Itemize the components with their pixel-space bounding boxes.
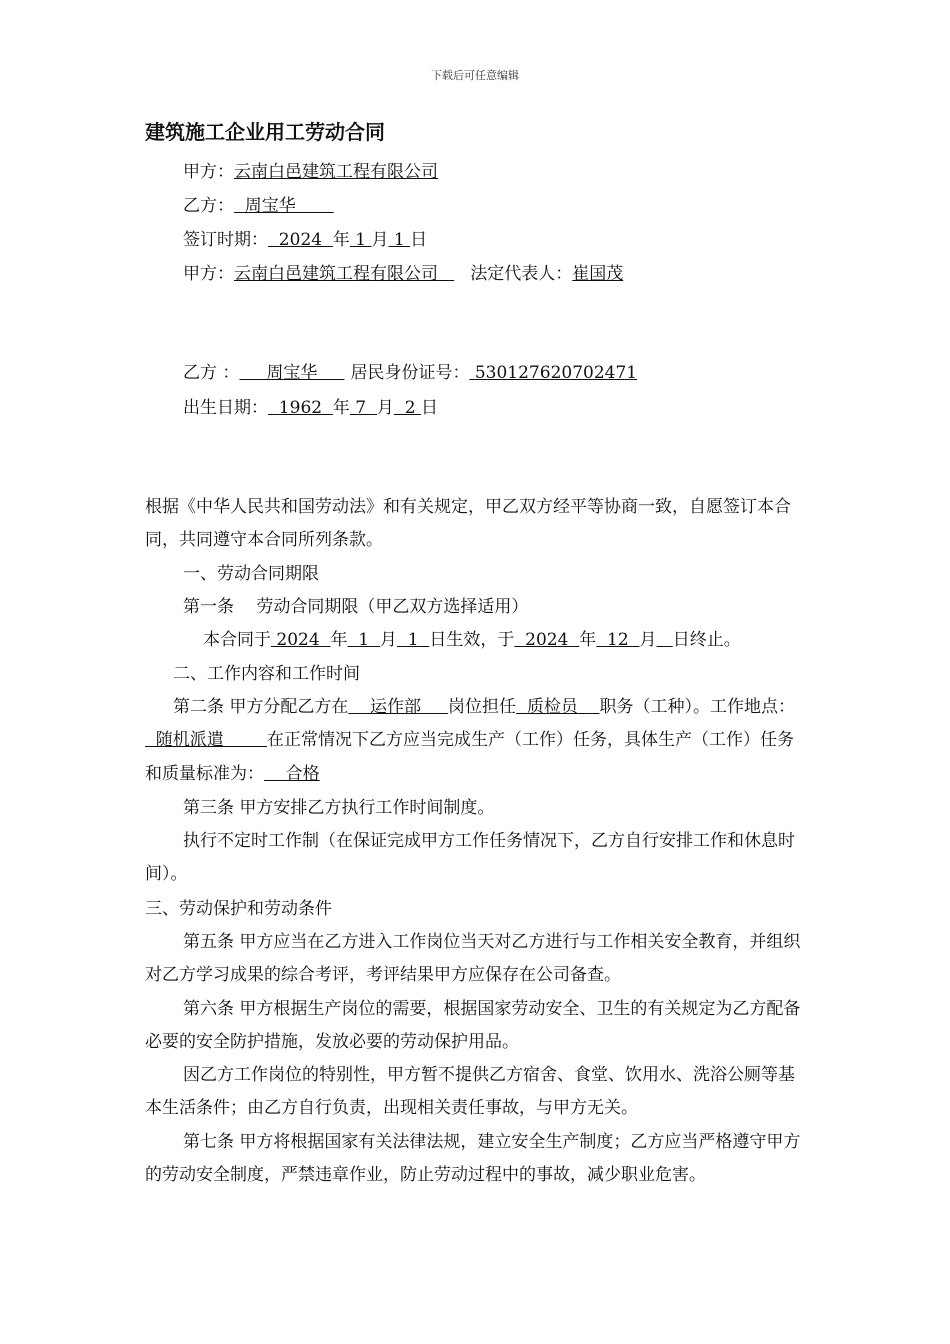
article-2 xyxy=(145,691,807,791)
art2-quality-standard: 合格 xyxy=(264,763,320,784)
sign-date-month: 1 xyxy=(349,230,372,250)
sign-date-label: 签订时期： xyxy=(183,230,268,250)
birth-year: 1962 xyxy=(268,398,333,418)
birth-day-char: 日 xyxy=(420,398,438,418)
art2-location-label: 工作地点： xyxy=(709,697,795,717)
term-end-month: 12 xyxy=(596,630,640,650)
article-6: 第六条 甲方根据生产岗位的需要，根据国家劳动安全、卫生的有关规定为乙方配备必要的安全防护措施，发放必要的劳动保护用品。 xyxy=(145,999,801,1053)
art2-location: 随机派遣 xyxy=(145,730,268,751)
legal-rep-value: 崔国茂 xyxy=(572,264,624,284)
article-6-supplement: 因乙方工作岗位的特别性，甲方暂不提供乙方宿舍、食堂、饮用水、洗浴公厕等基本生活条件；由乙方自行负责，出现相关责任事故，与甲方无关。 xyxy=(145,1065,795,1119)
article-5: 第五条 甲方应当在乙方进入工作岗位当天对乙方进行与工作相关安全教育，并组织对乙方学习成果的综合考评，考评结果甲方应保存在公司备查。 xyxy=(145,932,801,986)
party-b-id-line xyxy=(183,361,637,385)
party-b-label: 乙方： xyxy=(183,196,234,216)
term-start-year: 2024 xyxy=(271,630,331,650)
year-char: 年 xyxy=(332,230,350,250)
section-2-heading: 二、工作内容和工作时间 xyxy=(173,664,360,684)
document-title: 建筑施工企业用工劳动合同 xyxy=(145,120,385,144)
party-b-value: 周宝华 xyxy=(234,196,334,216)
sign-date-year: 2024 xyxy=(268,230,333,250)
term-start-day: 1 xyxy=(396,630,430,650)
party-b2-name: 周宝华 xyxy=(239,363,345,383)
art2-text-c: 职务（工种）。 xyxy=(599,697,710,717)
term-text-e: 年 xyxy=(579,630,597,650)
party-b-line xyxy=(183,194,334,218)
art2-text-d: 在正常情况下乙方应当完成生产（工作）任务，具体生产（工作）任务和质量标准为： xyxy=(145,730,795,784)
birth-label: 出生日期： xyxy=(183,398,268,418)
term-text-a: 本合同于 xyxy=(203,630,271,650)
party-a2-label: 甲方： xyxy=(183,264,234,284)
day-char: 日 xyxy=(410,230,428,250)
article-3-text: 执行不定时工作制（在保证完成甲方工作任务情况下，乙方自行安排工作和休息时间）。 xyxy=(145,831,795,885)
intro-paragraph: 根据《中华人民共和国劳动法》和有关规定，甲乙双方经平等协商一致，自愿签订本合同，共同遵守本合同所列条款。 xyxy=(145,497,791,551)
party-a-line xyxy=(183,160,438,184)
id-value: 530127620702471 xyxy=(469,363,638,383)
birth-month: 7 xyxy=(349,398,377,418)
party-a-rep-line xyxy=(183,262,623,286)
term-text-f: 月 xyxy=(639,630,657,650)
section-1-heading: 一、劳动合同期限 xyxy=(183,564,319,584)
birth-month-char: 月 xyxy=(376,398,394,418)
party-a2-value: 云南白邑建筑工程有限公司 xyxy=(234,264,455,284)
art2-department: 运作部 xyxy=(348,697,449,717)
page-header-note: 下载后可任意编辑 xyxy=(431,69,519,82)
sign-date-day: 1 xyxy=(388,230,411,250)
term-text-d: 日生效，于 xyxy=(429,630,515,650)
birth-date-line xyxy=(183,396,438,420)
term-end-year: 2024 xyxy=(514,630,580,650)
art2-text-a: 第二条 甲方分配乙方在 xyxy=(173,697,349,717)
art2-text-b: 岗位担任 xyxy=(448,697,517,717)
birth-day: 2 xyxy=(393,398,421,418)
article-1: 第一条 劳动合同期限（甲乙双方选择适用） xyxy=(183,597,529,617)
article-3: 第三条 甲方安排乙方执行工作时间制度。 xyxy=(183,798,495,818)
legal-rep-label: 法定代表人： xyxy=(470,264,573,284)
birth-year-char: 年 xyxy=(332,398,350,418)
party-a-value: 云南白邑建筑工程有限公司 xyxy=(234,162,438,182)
term-text-c: 月 xyxy=(379,630,397,650)
section-3-heading: 三、劳动保护和劳动条件 xyxy=(145,899,332,919)
month-char: 月 xyxy=(371,230,389,250)
term-end-day xyxy=(657,630,673,650)
art2-position: 质检员 xyxy=(516,697,600,717)
contract-term-line xyxy=(145,624,807,657)
article-7: 第七条 甲方将根据国家有关法律法规，建立安全生产制度；乙方应当严格遵守甲方的劳动安全制度，严禁违章作业，防止劳动过程中的事故，减少职业危害。 xyxy=(145,1132,801,1186)
sign-date-line xyxy=(183,228,427,252)
term-start-month: 1 xyxy=(347,630,380,650)
party-b2-label: 乙方 ： xyxy=(183,363,240,383)
id-label: 居民身份证号： xyxy=(350,363,470,383)
term-text-b: 年 xyxy=(330,630,348,650)
party-a-label: 甲方： xyxy=(183,162,234,182)
term-text-g: 日终止。 xyxy=(672,630,741,650)
